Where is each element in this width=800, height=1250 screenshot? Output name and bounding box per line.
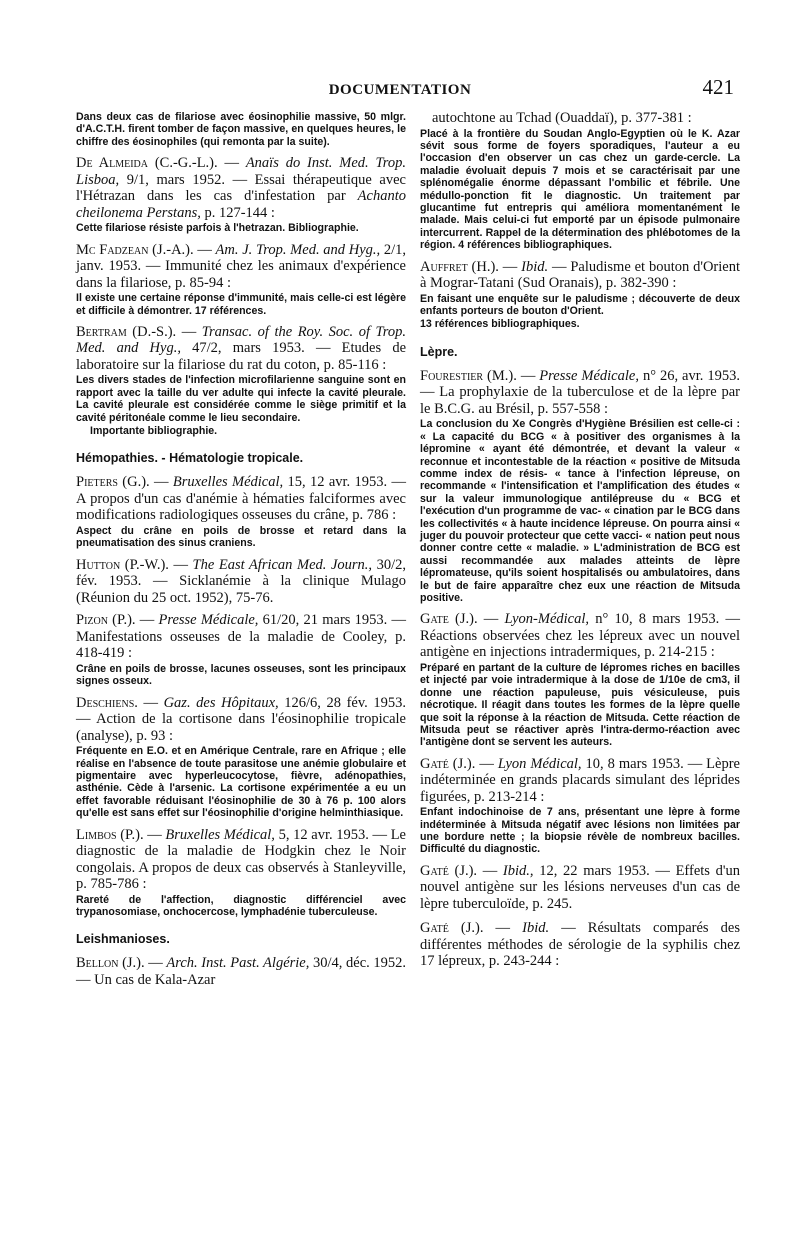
reference-author: Gate bbox=[420, 611, 449, 628]
abstract: Fréquente en E.O. et en Amérique Centrale, rare en Afrique ; elle réalise en l'absence de toute parasitose une anémie globulaire et pigmentaire avec hyperleucocytose, fièvre, adénopathies, asthénie. Cède à l'arsenic. La cortisone expérimentée a eu un effet favorable réduisant l'éosinophilie de 30 à 76 p. 100 alors qu'elle est sans effet sur l'éosinophilie d'origine helminthiasique. bbox=[76, 745, 406, 820]
reference-entry: Gate (J.). — Lyon-Médical, n° 10, 8 mars 1953. — Réactions observées chez les lépreux avec un nouvel antigène en injections intradermiques, p. 214-215 : bbox=[420, 611, 740, 661]
reference-author: Limbos bbox=[76, 826, 117, 843]
reference-journal: Gaz. des Hôpitaux, bbox=[163, 694, 279, 711]
abstract: Enfant indochinoise de 7 ans, présentant une lèpre à forme indéterminée à Mitsuda négatif avec lésions non limitées par une bordure nette ; la biopsie révèle de nombreux bacilles. Difficulté du diagnostic. bbox=[420, 806, 740, 856]
reference-entry: Gaté (J.). — Ibid. — Résultats comparés des différentes méthodes de sérologie de la syphilis chez 17 lépreux, p. 243-244 : bbox=[420, 920, 740, 970]
reference-entry: Pieters (G.). — Bruxelles Médical, 15, 12 avr. 1953. — A propos d'un cas d'anémie à hématies falciformes avec modifications radiologiques osseuses du crâne, p. 786 : bbox=[76, 474, 406, 524]
section-heading: Lèpre. bbox=[420, 344, 458, 359]
reference-journal: Arch. Inst. Past. Algérie, bbox=[166, 955, 310, 972]
abstract: Placé à la frontière du Soudan Anglo-Egyptien où le K. Azar sévit sous forme de foyers sporadiques, l'auteur a eu l'occasion d'en observer un cas chez un garde-cercle. La maladie évoluait depuis 7 mois et se caractérisait par une splénomégalie énorme dépassant l'ombilic et fébrile. Une médullo-ponction fit le diagnostic. Un traitement par glucantime fut entrepris qui améliora momentanément le malade. Mais celui-ci fut emporté par un épisode pulmonaire intercurrent. Rappel de la détermination des phlébotomes de la région. 4 références bibliographiques. bbox=[420, 127, 740, 252]
reference-author: Auffret bbox=[420, 258, 468, 275]
abstract: Rareté de l'affection, diagnostic différenciel avec trypanosomiase, onchocercose, lymphadénie tuberculeuse. bbox=[76, 893, 406, 918]
reference-author: Bertram bbox=[76, 323, 127, 340]
abstract: Préparé en partant de la culture de lépromes riches en bacilles et injecté par voie intradermique à la dose de 1/10e de cm3, il donne une réaction papuleuse, puis vésiculeuse, puis nécrotique. Il réagit dans toutes les formes de la lèpre quelle que soit la réponse à la réaction de Mitsuda. Cette réaction de Mitsuda peut se réactiver après l'intra-dermo-réaction avec l'antigène dont se servent les auteurs. bbox=[420, 661, 740, 749]
reference-entry: Mc Fadzean (J.-A.). — Am. J. Trop. Med. and Hyg., 2/1, janv. 1953. — Immunité chez les animaux d'expérience dans la filariose, p. 85-94 : bbox=[76, 241, 407, 291]
reference-entry: Hutton (P.-W.). — The East African Med. Journ., 30/2, fév. 1953. — Sicklanémie à la clinique Mulago (Réunion du 25 oct. 1952), 75-76. bbox=[76, 556, 406, 606]
abstract: Aspect du crâne en poils de brosse et retard dans la pneumatisation des sinus craniens. bbox=[76, 524, 406, 550]
abstract: Dans deux cas de filariose avec éosinophilie massive, 50 mlgr. d'A.C.T.H. firent tomber de façon massive, en quelques heures, le chiffre des éosinophiles (qui remonta par la suite). bbox=[76, 111, 406, 148]
reference-entry: Gaté (J.). — Ibid., 12, 22 mars 1953. — Effets d'un nouvel antigène sur les lésions nerveuses d'un cas de lèpre tuberculoïde, p. 245. bbox=[420, 862, 740, 912]
reference-entry: Pizon (P.). — Presse Médicale, 61/20, 21 mars 1953. — Manifestations osseuses de la maladie de Cooley, p. 418-419 : bbox=[76, 612, 407, 662]
reference-entry: Limbos (P.). — Bruxelles Médical, 5, 12 avr. 1953. — Le diagnostic de la maladie de Hodgkin chez le Noir congolais. A propos de deux cas observés à Stanleyville, p. 785-786 : bbox=[76, 826, 406, 893]
reference-journal: Am. J. Trop. Med. and Hyg., bbox=[215, 241, 381, 258]
page-header bbox=[0, 75, 800, 105]
left-column bbox=[76, 110, 406, 988]
reference-entry: Gaté (J.). — Lyon Médical, 10, 8 mars 1953. — Lèpre indéterminée en grands placards simulant des léprides figurées, p. 213-214 : bbox=[420, 755, 740, 805]
reference-author: Fourestier bbox=[420, 367, 484, 384]
abstract: Crâne en poils de brosse, lacunes osseuses, sont les principaux signes osseux. bbox=[76, 662, 406, 688]
reference-author: De Almeida bbox=[76, 155, 148, 172]
reference-journal: Ibid. bbox=[522, 920, 550, 937]
abstract: En faisant une enquête sur le paludisme ; découverte de deux enfants porteurs de bouton d'Orient. bbox=[420, 292, 740, 317]
abstract: Il existe une certaine réponse d'immunité, mais celle-ci est légère et difficile à démontrer. 17 références. bbox=[76, 292, 406, 317]
reference-entry: Fourestier (M.). — Presse Médicale, n° 26, avr. 1953. — La prophylaxie de la tuberculose et de la lèpre par le B.C.G. au Brésil, p. 557-558 : bbox=[420, 367, 740, 417]
reference-journal: Presse Médicale, bbox=[158, 612, 259, 629]
reference-author: Gaté bbox=[420, 755, 449, 772]
abstract-note: Importante bibliographie. bbox=[90, 425, 218, 438]
reference-entry: De Almeida (C.-G.-L.). — Anaïs do Inst. Med. Trop. Lisboa, 9/1, mars 1952. — Essai thérapeutique avec l'Hétrazan dans les cas d'infestation par Achanto cheilonema Perstans, p. 127-144 : bbox=[76, 155, 406, 221]
reference-journal: Ibid., bbox=[502, 862, 534, 879]
reference-journal: Anaïs do Inst. Med. Trop. Lisboa, bbox=[76, 155, 406, 188]
reference-entry: Bellon (J.). — Arch. Inst. Past. Algérie, 30/4, déc. 1952. — Un cas de Kala-Azar bbox=[76, 955, 407, 988]
reference-journal: Lyon Médical, bbox=[497, 755, 582, 772]
reference-continuation: autochtone au Tchad (Ouaddaï), p. 377-381 : bbox=[432, 110, 692, 126]
reference-author: Hutton bbox=[76, 556, 121, 573]
reference-entry: Auffret (H.). — Ibid. — Paludisme et bouton d'Orient à Mograr-Tatani (Sud Oranais), p. 382-390 : bbox=[420, 258, 740, 292]
section-heading: Hémopathies. - Hématologie tropicale. bbox=[76, 451, 304, 466]
reference-author: Pieters bbox=[76, 474, 118, 491]
right-column bbox=[420, 110, 740, 970]
reference-author: Deschiens bbox=[76, 694, 135, 711]
reference-entry: Bertram (D.-S.). — Transac. of the Roy. Soc. of Trop. Med. and Hyg., 47/2, mars 1953. — Etudes de laboratoire sur la filariose du rat du coton, p. 85-116 : bbox=[76, 323, 407, 373]
abstract: Cette filariose résiste parfois à l'hetrazan. Bibliographie. bbox=[76, 222, 359, 235]
reference-author: Mc Fadzean bbox=[76, 241, 149, 258]
abstract-note: 13 références bibliographiques. bbox=[420, 318, 580, 331]
abstract: Les divers stades de l'infection microfilarienne sanguine sont en rapport avec la taille du ver adulte qui infecte la cavité pleurale. La cavité pleurale est considérée comme le siège primitif et la cavité péritonéale comme le lieu secondaire. bbox=[76, 374, 406, 424]
section-heading: Leishmanioses. bbox=[76, 932, 170, 947]
reference-journal: Presse Médicale, bbox=[539, 367, 639, 384]
reference-author: Gaté bbox=[420, 920, 449, 937]
reference-entry: Deschiens. — Gaz. des Hôpitaux, 126/6, 28 fév. 1953. — Action de la cortisone dans l'éosinophilie tropicale (analyse), p. 93 : bbox=[76, 694, 406, 744]
reference-author: Bellon bbox=[76, 955, 119, 972]
reference-journal: Bruxelles Médical, bbox=[165, 826, 275, 843]
running-title: DOCUMENTATION bbox=[328, 82, 472, 98]
reference-journal: Transac. of the Roy. Soc. of Trop. Med. and Hyg., bbox=[76, 323, 406, 357]
page-number: 421 bbox=[702, 75, 734, 99]
reference-journal: Lyon-Médical, bbox=[504, 611, 590, 628]
reference-journal: The East African Med. Journ., bbox=[192, 556, 373, 573]
reference-journal: Ibid. bbox=[521, 258, 549, 275]
abstract: La conclusion du Xe Congrès d'Hygiène Brésilien est celle-ci : « La capacité du BCG « à positiver des organismes à la lépromine « ayant été démontrée, et devant la valeur « reconnue et incontestable de la réaction « positive de Mitsuda comme index de résis- « tance à l'infection lépreuse, on recommande « l'intensification et l'amplification des études « sur la valeur immunologique antilépreuse du « BCG et l'exécution d'un programme de vac- « cination par le BCG dans les collectivités « à haute incidence lépreuse. On pourra ainsi « juger du pouvoir protecteur que cette vacci- « nation peut nous donner contre cette « maladie. » L'administration de BCG est aussi recommandée aux malades atteints de lèpre lépromateuse, qu'ils soient hospitalisés ou ambulatoires, dans le but de faire apparaître chez eux une réaction de Mitsuda positive. bbox=[420, 418, 740, 604]
reference-author: Pizon bbox=[76, 612, 108, 629]
reference-journal: Bruxelles Médical, bbox=[172, 474, 284, 491]
reference-author: Gaté bbox=[420, 862, 449, 879]
